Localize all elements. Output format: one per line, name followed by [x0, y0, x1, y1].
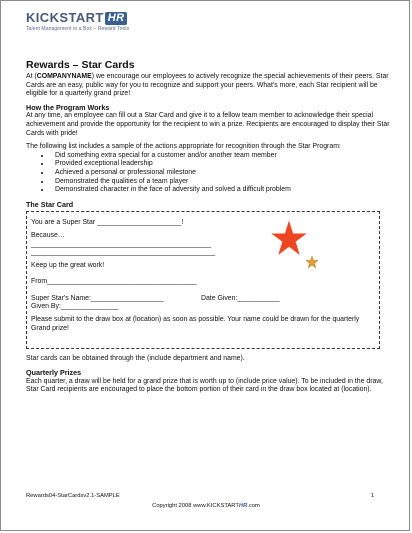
copyright-notice: Copyright 2008 www.KICKSTARTHR.com: [152, 503, 260, 509]
page-title: Rewards – Star Cards: [26, 59, 135, 71]
card-from-line: From_______________________________________: [31, 278, 197, 286]
star-card: [26, 211, 380, 349]
card-submit-note: Please submit to the draw box at (location) as soon as possible. Your name could be drawn for the quarterly Grand prize!: [31, 316, 360, 332]
list-intro: The following list includes a sample of the actions appropriate for recognition through the Star Program:: [26, 143, 341, 151]
card-blank-line: ________________________________________________: [31, 249, 215, 257]
actions-list: [26, 152, 391, 195]
large-star-icon: [271, 220, 307, 256]
list-item: • Provided exceptional leadership: [51, 160, 391, 169]
obtain-paragraph: Star cards can be obtained through the (include department and name).: [26, 355, 245, 363]
logo-hr-badge: HR: [105, 12, 128, 25]
list-item: • Demonstrated character in the face of adversity and solved a difficult problem: [51, 186, 391, 195]
card-encouragement: Keep up the great work!: [31, 261, 105, 269]
document-body: [26, 73, 391, 400]
card-recipient-line: You are a Super Star ______________________!: [31, 219, 184, 227]
prizes-paragraph: Each quarter, a draw will be held for a grand prize that is worth up to (include price value). To be included in the draw, Star Card recipients are encouraged to place the bottom portion of their card in the draw box located at (location).: [26, 377, 383, 394]
card-date-given: Date Given:___________: [201, 294, 280, 302]
prizes-heading: Quarterly Prizes: [26, 367, 82, 377]
card-because-label: Because…: [31, 231, 65, 239]
card-super-star-name: Super Star's Name:___________________: [31, 294, 164, 302]
small-star-icon: [306, 256, 318, 268]
intro-paragraph: At (COMPANYNAME) we encourage our employees to actively recognize the special achievements of their peers. Star Cards are an easy, public way for you to recognize and support your peers. What's more, each Star recipient will be eligible for a quarterly grand prize!: [26, 73, 389, 98]
list-item: • Achieved a personal or professional milestone: [51, 169, 391, 178]
document-id: Rewards04-StarCardsv2.1-SAMPLE: [26, 493, 120, 499]
logo-wordmark: KICKSTART: [26, 10, 104, 25]
kickstarthr-logo: [26, 11, 129, 32]
card-blank-line: _______________________________________________: [31, 240, 212, 248]
how-paragraph: At any time, an employee can fill out a Star Card and give it to a fellow team member to acknowledge their special achievement and provide the opportunity for the recipient to win a prize. Recipients are encouraged to display their Star Cards with pride!: [26, 112, 390, 137]
logo-tagline: Talent Management in a Box – Reward Tools: [26, 26, 130, 32]
company-name-placeholder: COMPANYNAME: [36, 73, 92, 80]
star-card-heading: The Star Card: [26, 199, 74, 209]
card-given-by: Given By:_______________: [31, 303, 119, 311]
how-heading: How the Program Works: [26, 102, 110, 112]
list-item: • Did something extra special for a customer and/or another team member: [51, 152, 391, 161]
list-item: • Demonstrated the qualities of a team player: [51, 178, 391, 187]
page-number: 1: [371, 493, 375, 499]
